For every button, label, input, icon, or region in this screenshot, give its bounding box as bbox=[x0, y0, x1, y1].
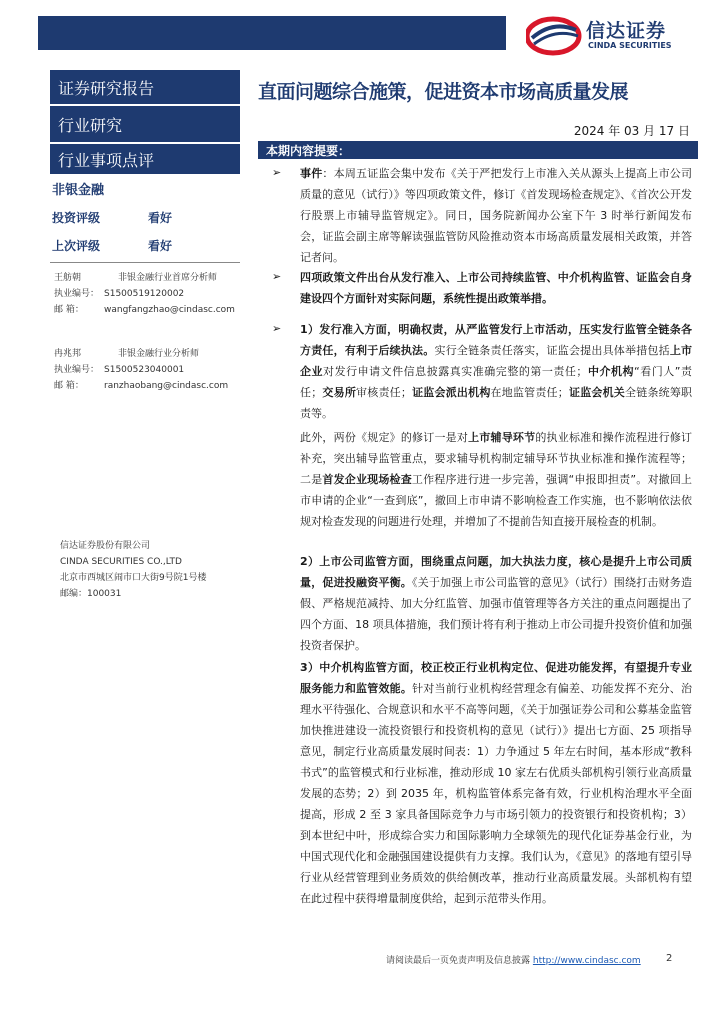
analyst-name: 王舫朝 bbox=[54, 273, 82, 283]
footer-disclaimer bbox=[386, 953, 686, 966]
paragraph-intermediaries bbox=[300, 657, 692, 909]
prev-rating-value: 看好 bbox=[148, 239, 173, 253]
company-info bbox=[60, 538, 240, 602]
issuance-text: 审核责任； bbox=[356, 386, 412, 399]
analyst-card bbox=[54, 270, 244, 318]
paragraph-listed-companies bbox=[300, 551, 692, 656]
intermediaries-text: 针对当前行业机构经营理念有偏差、功能发挥不充分、治理水平待强化、合规意识和水平不高等问题，《关于加强证券公司和公募基金监管加快推进建设一流投资银行和投资机构的意见（试行）》提出七方面、25 项指导意见，制定行业高质量发展时间表：1）力争通过 5 年左右时间，基本形成“教科书式”的监管模式和行业标准，推动形成 10 家左右优质头部机构引领行业高质量发展的态势；2）到 2035 年，机构监管体系完备有效，行业机构治理水平全面提高，形成 2 至 3 家具备国际竞争力与市场引领力的投资银行和投资机构；3）到本世纪中叶，形成综合实力和国际影响力全球领先的现代化证券基金行业，为中国式现代化和金融强国建设提供有力支撑。我们认为，《意见》的落地有望引导行业从经营管理到业务质效的供给侧改革，推动行业高质量发展。头部机构有望在此过程中获得增量制度供给，起到示范带头作用。 bbox=[300, 682, 693, 905]
issuance-text: 对发行申请文件信息披露真实准确完整的第一责任； bbox=[323, 365, 588, 378]
issuance-text: 全链条统筹职责等。 bbox=[300, 386, 693, 420]
report-title: 直面问题综合施策，促进资本市场高质量发展 bbox=[258, 81, 629, 103]
issuance-bold: 上市企业 bbox=[300, 344, 693, 378]
footer-link[interactable]: http://www.cindasc.com bbox=[532, 956, 641, 966]
regulations-text: 此外，两份《规定》的修订一是对 bbox=[300, 431, 469, 444]
arrow-bullet-icon: ➢ bbox=[272, 166, 282, 179]
regulations-text: 工作程序进行进一步完善，强调“申报即担责”。对撤回上市申请的企业“一查到底”，撤回上市申请不影响检查工作实施，也不影响依法依规对检查发现的问题进行处理，并增加了不提前告知直接开展检查的机制。 bbox=[300, 473, 693, 528]
rating-label: 投资评级 bbox=[52, 211, 101, 225]
issuance-bold: 证监会派出机构 bbox=[411, 386, 491, 399]
issuance-text: 实行全链条责任落实，证监会提出具体举措包括 bbox=[434, 344, 670, 357]
intermediaries-lead: 3）中介机构监管方面，校正校正行业机构定位、促进功能发挥，有望提升专业服务能力和监管效能。 bbox=[300, 661, 692, 695]
rating-value: 看好 bbox=[148, 211, 173, 225]
sidebar-divider bbox=[50, 262, 240, 263]
sector-label: 非银金融 bbox=[52, 182, 105, 198]
rating-panel bbox=[50, 201, 240, 259]
report-type-label: 证券研究报告 bbox=[50, 70, 240, 104]
analyst-email-label: 邮 箱： bbox=[54, 381, 84, 391]
issuance-text: 在地监管责任； bbox=[490, 386, 569, 399]
company-postcode: 邮编：100031 bbox=[60, 589, 122, 599]
issuance-lead: 1）发行准入方面，明确权责，从严监管发行上市活动，压实发行监管全链条各方责任，有利于后续执法。 bbox=[300, 323, 692, 357]
prev-rating-row bbox=[52, 237, 173, 254]
analyst-name: 冉兆邦 bbox=[54, 349, 82, 359]
report-category-label: 行业研究 bbox=[50, 106, 240, 142]
regulations-text: 的执业标准和操作流程进行修订补充，突出辅导监管重点，要求辅导机构制定辅导环节执业标准和操作流程等；二是 bbox=[300, 431, 693, 486]
listed-lead: 2）上市公司监管方面，围绕重点问题，加大执法力度，核心是提升上市公司质量，促进投融资平衡。 bbox=[300, 555, 692, 589]
logo-name-en: CINDA SECURITIES bbox=[588, 41, 672, 50]
regulations-bold: 首发企业现场检查 bbox=[322, 473, 412, 486]
disclaimer-text: 请阅读最后一页免责声明及信息披露 bbox=[386, 956, 531, 966]
logo-name-cn: 信达证券 bbox=[586, 20, 667, 42]
analyst-email-label: 邮 箱： bbox=[54, 305, 84, 315]
cinda-logo-icon bbox=[526, 16, 584, 56]
company-name-cn: 信达证券股份有限公司 bbox=[60, 541, 151, 551]
event-lead: 事件 bbox=[300, 167, 323, 180]
summary-header: 本期内容提要： bbox=[258, 141, 698, 159]
issuance-bold: 交易所 bbox=[322, 386, 357, 399]
issuance-bold: 中介机构 bbox=[587, 365, 635, 378]
report-date: 2024 年 03 月 17 日 bbox=[573, 124, 690, 138]
paragraph-issuance bbox=[300, 319, 692, 424]
analyst-card bbox=[54, 346, 244, 394]
page-number: 2 bbox=[666, 953, 673, 964]
paragraph-regulations bbox=[300, 427, 692, 532]
analyst-cert-label: 执业编号： bbox=[54, 289, 100, 299]
analyst-email[interactable]: wangfangzhao@cindasc.com bbox=[104, 305, 235, 315]
analyst-title: 非银金融行业分析师 bbox=[118, 349, 200, 359]
company-address: 北京市西城区闹市口大街9号院1号楼 bbox=[60, 573, 207, 583]
analyst-email[interactable]: ranzhaobang@cindasc.com bbox=[104, 381, 229, 391]
arrow-bullet-icon: ➢ bbox=[272, 270, 282, 283]
prev-rating-label: 上次评级 bbox=[52, 239, 101, 253]
issuance-text: “看门人”责任； bbox=[300, 365, 693, 399]
analyst-cert: S1500523040001 bbox=[104, 365, 185, 375]
analyst-cert-label: 执业编号： bbox=[54, 365, 100, 375]
event-text: ：本周五证监会集中发布《关于严把发行上市准入关从源头上提高上市公司质量的意见（试行）》等四项政策文件，修订《首发现场检查规定》、《首次公开发行股票上市辅导监管规定》。同日，国务院新闻办公室下午 3 时举行新闻发布会，证监会副主席等解读强监管防风险推动资本市场高质量发展相关政策，并答记者问。 bbox=[300, 167, 693, 264]
paragraph-overview: 四项政策文件出台从发行准入、上市公司持续监管、中介机构监管、证监会自身建设四个方面针对实际问题，系统性提出政策举措。 bbox=[300, 271, 692, 305]
company-name-en: CINDA SECURITIES CO.,LTD bbox=[60, 557, 182, 567]
analyst-title: 非银金融行业首席分析师 bbox=[118, 273, 218, 283]
rating-row bbox=[52, 209, 173, 226]
listed-text: 《关于加强上市公司监管的意见》（试行）围绕打击财务造假、严格规范减持、加大分红监管、加强市值管理等各方关注的重点问题提出了四个方面、18 项具体措施，我们预计将有利于推动上市公司提升投资价值和加强投资者保护。 bbox=[300, 576, 692, 652]
analyst-cert: S1500519120002 bbox=[104, 289, 185, 299]
brand-logo bbox=[526, 16, 696, 56]
regulations-bold: 上市辅导环节 bbox=[468, 431, 536, 444]
paragraph-event bbox=[300, 163, 692, 268]
header-bar bbox=[38, 16, 506, 50]
issuance-bold: 证监会机关 bbox=[568, 386, 626, 399]
arrow-bullet-icon: ➢ bbox=[272, 322, 282, 335]
report-subcategory-label: 行业事项点评 bbox=[50, 144, 240, 174]
